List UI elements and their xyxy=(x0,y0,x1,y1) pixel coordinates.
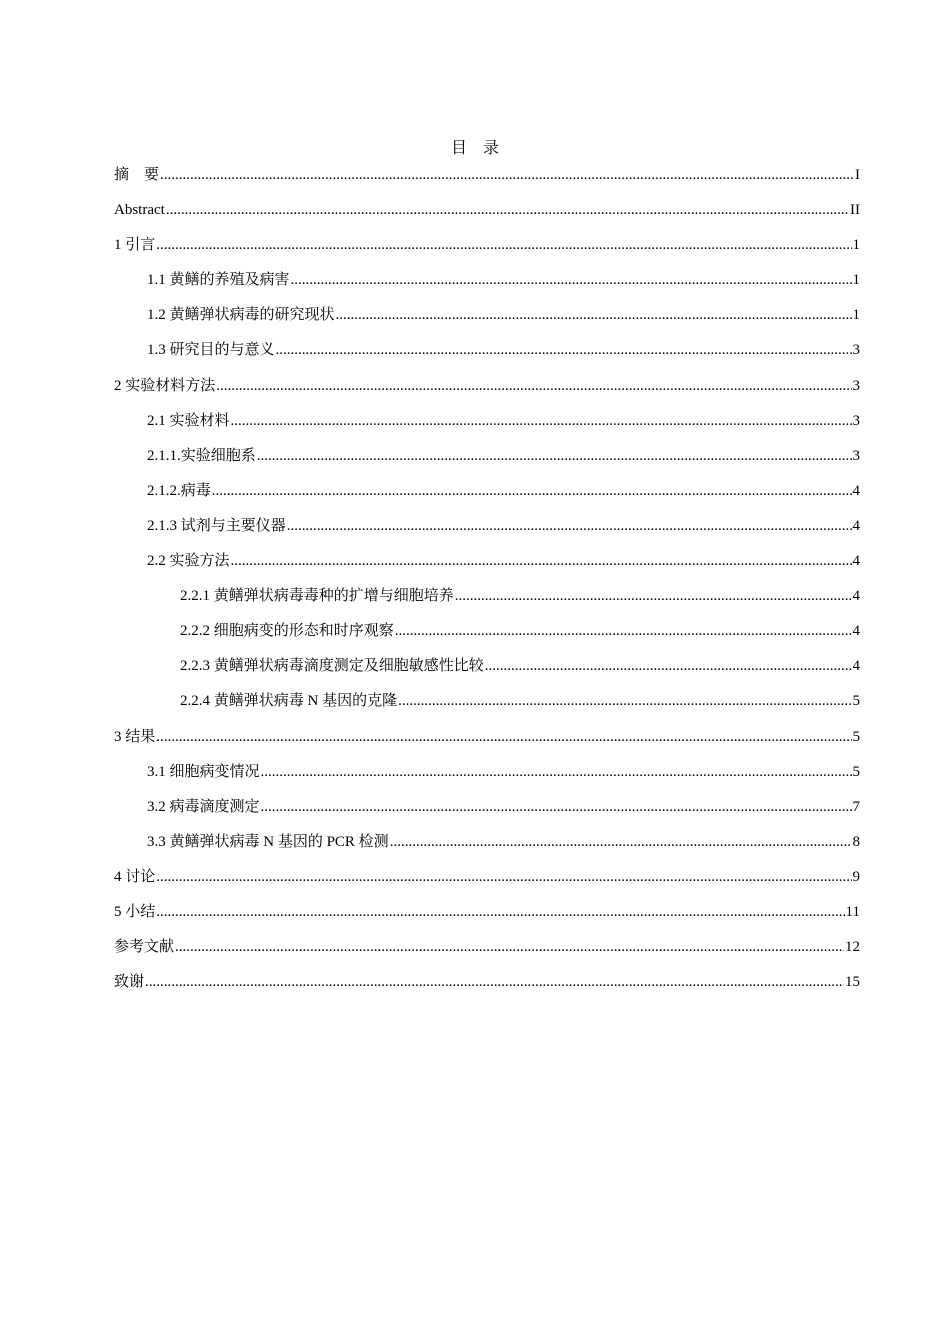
toc-entry-acknowledgements[interactable] xyxy=(114,971,860,1006)
dot-leader xyxy=(336,304,852,326)
toc-entry-text: 致谢 xyxy=(114,974,145,991)
toc-entry-2-2[interactable] xyxy=(114,550,860,585)
toc-entry-page: 4 xyxy=(852,623,860,640)
toc-entry-page: 4 xyxy=(852,482,860,499)
dot-leader xyxy=(231,410,852,432)
toc-entry-page: I xyxy=(855,167,860,183)
toc-entry-page: 3 xyxy=(852,377,860,394)
toc-entry-2-2-1[interactable] xyxy=(114,585,860,620)
toc-entry-page: 4 xyxy=(852,517,860,534)
toc-title: 目 录 xyxy=(450,140,499,157)
toc-entry-text: Abstract xyxy=(114,202,165,219)
toc-entry-page: II xyxy=(850,202,860,219)
toc-entry-page: 11 xyxy=(845,903,860,920)
dot-leader xyxy=(156,726,851,748)
toc-entry-text: 参考文献 xyxy=(114,939,175,956)
dot-leader xyxy=(175,936,844,958)
toc-entry-text: 1.2 黄鳝弹状病毒的研究现状 xyxy=(147,307,335,324)
toc-entry-text: 1.3 研究目的与意义 xyxy=(147,342,275,359)
toc-entry-text: 2.2.1 黄鳝弹状病毒毒种的扩增与细胞培养 xyxy=(180,588,454,605)
dot-leader xyxy=(231,550,852,572)
toc-entry-abstract-cn[interactable] xyxy=(114,164,860,199)
toc-entry-text: 3 结果 xyxy=(114,728,156,745)
toc-entry-page: 15 xyxy=(845,974,860,991)
toc-entry-text: 4 讨论 xyxy=(114,868,156,885)
toc-entry-1-2[interactable] xyxy=(114,304,860,339)
dot-leader xyxy=(216,375,851,397)
toc-entry-page: 5 xyxy=(852,763,860,780)
toc-entry-text: 2.1.1.实验细胞系 xyxy=(147,447,256,464)
toc-entry-1-1[interactable] xyxy=(114,269,860,304)
toc-entry-page: 1 xyxy=(852,272,860,289)
dot-leader xyxy=(156,901,844,923)
dot-leader xyxy=(291,269,852,291)
toc-entry-page: 3 xyxy=(852,447,860,464)
toc-entry-text: 摘 要 xyxy=(114,167,160,183)
toc-entry-text: 3.3 黄鳝弹状病毒 N 基因的 PCR 检测 xyxy=(147,833,389,850)
toc-entry-text: 2.2.4 黄鳝弹状病毒 N 基因的克隆 xyxy=(180,693,398,710)
dot-leader xyxy=(398,690,851,712)
toc-entry-page: 4 xyxy=(852,658,860,675)
toc-entry-text: 5 小结 xyxy=(114,903,156,920)
toc-entry-text: 3.2 病毒滴度测定 xyxy=(147,798,260,815)
toc-entry-3-2[interactable] xyxy=(114,796,860,831)
dot-leader xyxy=(261,796,852,818)
toc-entry-text: 2.1.3 试剂与主要仪器 xyxy=(147,517,286,534)
toc-entry-2-2-4[interactable] xyxy=(114,690,860,725)
dot-leader xyxy=(257,445,852,467)
toc-entry-page: 7 xyxy=(852,798,860,815)
toc-entry-page: 5 xyxy=(852,693,860,710)
toc-entry-text: 2.2.2 细胞病变的形态和时序观察 xyxy=(180,623,394,640)
toc-entry-3-3[interactable] xyxy=(114,831,860,866)
toc-entry-page: 8 xyxy=(852,833,860,850)
dot-leader xyxy=(156,866,851,888)
toc-entry-page: 3 xyxy=(852,412,860,429)
toc-entry-2-2-2[interactable] xyxy=(114,620,860,655)
toc-entry-2-1-1[interactable] xyxy=(114,445,860,480)
dot-leader xyxy=(485,655,852,677)
toc-entry-1[interactable] xyxy=(114,234,860,269)
dot-leader xyxy=(156,234,851,256)
toc-entry-5[interactable] xyxy=(114,901,860,936)
toc-entry-references[interactable] xyxy=(114,936,860,971)
dot-leader xyxy=(160,164,854,186)
dot-leader xyxy=(395,620,852,642)
toc-entry-text: 2.1.2.病毒 xyxy=(147,482,211,499)
dot-leader xyxy=(212,480,852,502)
toc-entry-page: 3 xyxy=(852,342,860,359)
toc-entry-2[interactable] xyxy=(114,375,860,410)
toc-entry-text: 2.2.3 黄鳝弹状病毒滴度测定及细胞敏感性比较 xyxy=(180,658,484,675)
toc-entry-page: 5 xyxy=(852,728,860,745)
dot-leader xyxy=(287,515,852,537)
toc-entry-page: 9 xyxy=(852,868,860,885)
toc-entry-2-1-2[interactable] xyxy=(114,480,860,515)
toc-entry-page: 1 xyxy=(852,307,860,324)
toc-entry-4[interactable] xyxy=(114,866,860,901)
dot-leader xyxy=(276,339,852,361)
toc-entry-2-1[interactable] xyxy=(114,410,860,445)
toc-entry-text: 2.2 实验方法 xyxy=(147,553,230,570)
toc-entry-text: 1 引言 xyxy=(114,237,156,254)
toc-entry-3-1[interactable] xyxy=(114,761,860,796)
toc-entry-2-2-3[interactable] xyxy=(114,655,860,690)
toc-entry-text: 3.1 细胞病变情况 xyxy=(147,763,260,780)
toc-entry-page: 1 xyxy=(852,237,860,254)
toc-entry-page: 4 xyxy=(852,553,860,570)
toc-entry-2-1-3[interactable] xyxy=(114,515,860,550)
toc-entry-3[interactable] xyxy=(114,726,860,761)
table-of-contents xyxy=(114,164,860,1006)
toc-entry-abstract-en[interactable] xyxy=(114,199,860,234)
dot-leader xyxy=(390,831,852,853)
dot-leader xyxy=(166,199,849,221)
toc-entry-text: 1.1 黄鳝的养殖及病害 xyxy=(147,272,290,289)
toc-entry-page: 12 xyxy=(845,939,860,956)
toc-entry-text: 2 实验材料方法 xyxy=(114,377,216,394)
dot-leader xyxy=(455,585,852,607)
toc-entry-text: 2.1 实验材料 xyxy=(147,412,230,429)
dot-leader xyxy=(145,971,844,993)
toc-entry-1-3[interactable] xyxy=(114,339,860,374)
toc-entry-page: 4 xyxy=(852,588,860,605)
dot-leader xyxy=(261,761,852,783)
